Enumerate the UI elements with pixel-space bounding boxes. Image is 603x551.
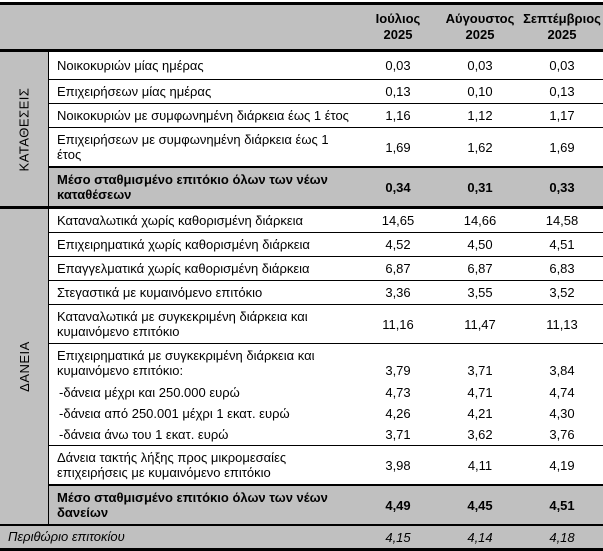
row-value: 6,87 [385, 261, 411, 276]
section-label-deposits [0, 52, 49, 206]
row-label: -δάνεια άνω του 1 εκατ. ευρώ [59, 427, 229, 442]
row-value: 1,17 [549, 108, 575, 123]
footer-value: 4,18 [549, 529, 575, 545]
row-value: 0,34 [385, 179, 411, 195]
column-month: Ιούλιος [375, 11, 421, 26]
row-value: 3,71 [467, 363, 493, 378]
row-label: Μέσο σταθμισμένο επιτόκιο όλων των νέων καταθέσεων [57, 172, 328, 202]
table-row [49, 52, 603, 80]
row-value: 0,03 [385, 58, 411, 73]
table-row [49, 257, 603, 281]
row-label: Επιχειρηματικά χωρίς καθορισμένη διάρκεια [57, 237, 310, 252]
table-row [49, 233, 603, 257]
table-row [49, 104, 603, 128]
column-header-august [439, 5, 521, 49]
column-year: 2025 [383, 27, 413, 42]
table-row [49, 128, 603, 166]
row-value: 4,26 [385, 406, 411, 421]
row-label: Επιχειρήσεων με συμφωνημένη διάρκεια έως 1 έτος [57, 132, 329, 162]
row-value: 4,30 [549, 406, 575, 421]
row-value: 0,13 [385, 84, 411, 99]
table-subrow [49, 424, 603, 446]
section-deposits [0, 52, 603, 209]
row-value: 4,52 [385, 237, 411, 252]
column-month: Σεπτέμβριος [523, 11, 601, 26]
row-value: 1,69 [549, 139, 575, 155]
table-subrow [49, 403, 603, 424]
column-header-september [521, 5, 603, 49]
row-value: 3,76 [549, 427, 575, 442]
row-value: 0,31 [467, 179, 493, 195]
section-loans [0, 209, 603, 526]
row-value: 4,71 [467, 385, 493, 400]
row-value: 4,51 [549, 497, 575, 513]
row-value: 4,74 [549, 385, 575, 400]
table-row [49, 305, 603, 344]
section-rows [49, 209, 603, 524]
row-value: 0,03 [467, 58, 493, 73]
footer-row-interest-margin [0, 526, 603, 551]
footer-label: Περιθώριο επιτοκίου [8, 529, 125, 544]
column-month: Αύγουστος [445, 11, 515, 26]
row-label: Καταναλωτικά χωρίς καθορισμένη διάρκεια [57, 213, 304, 228]
row-value: 3,36 [385, 285, 411, 300]
row-value: 1,16 [385, 108, 411, 123]
footer-value: 4,15 [385, 529, 411, 545]
row-label: Επιχειρήσεων μίας ημέρας [57, 84, 212, 99]
row-value: 4,73 [385, 385, 411, 400]
row-label: Νοικοκυριών μίας ημέρας [57, 58, 204, 73]
row-label: Καταναλωτικά με συγκεκριμένη διάρκεια και κυμαινόμενο επιτόκιο [57, 309, 308, 339]
row-label: -δάνεια μέχρι και 250.000 ευρώ [59, 385, 240, 400]
row-value: 3,79 [385, 363, 411, 378]
row-value: 3,62 [467, 427, 493, 442]
table-row [49, 281, 603, 305]
column-header-july [357, 5, 439, 49]
row-value: 14,58 [545, 213, 579, 228]
row-value: 4,21 [467, 406, 493, 421]
table-row [49, 446, 603, 484]
row-value: 11,13 [546, 316, 578, 332]
row-value: 3,55 [467, 285, 493, 300]
row-value: 11,47 [464, 316, 496, 332]
row-value: 0,10 [467, 84, 493, 99]
table-row [49, 80, 603, 104]
row-label: Επαγγελματικά χωρίς καθορισμένη διάρκεια [57, 261, 310, 276]
row-label: -δάνεια από 250.001 μέχρι 1 εκατ. ευρώ [59, 406, 290, 421]
row-value: 4,49 [385, 497, 411, 513]
row-value: 4,45 [467, 497, 493, 513]
section-label-loans [0, 209, 49, 524]
row-value: 0,03 [549, 58, 575, 73]
row-value: 1,12 [467, 108, 493, 123]
row-value: 4,11 [467, 457, 493, 473]
summary-row-loans [49, 484, 603, 524]
row-value: 11,16 [382, 316, 414, 332]
table-row-group-head [49, 344, 603, 382]
column-year: 2025 [465, 27, 495, 42]
row-value: 4,50 [467, 237, 493, 252]
row-label: Στεγαστικά με κυμαινόμενο επιτόκιο [57, 285, 263, 300]
section-rows [49, 52, 603, 206]
row-value: 3,84 [549, 363, 575, 378]
section-label-text: ΚΑΤΑΘΕΣΕΙΣ [16, 87, 32, 171]
row-value: 6,83 [549, 261, 575, 276]
table-row [49, 209, 603, 233]
table-header [0, 5, 603, 52]
interest-rates-table [0, 2, 603, 551]
section-label-text: ΔΑΝΕΙΑ [16, 341, 32, 392]
row-value: 4,19 [549, 457, 575, 473]
footer-value: 4,14 [467, 529, 493, 545]
header-spacer [0, 5, 357, 49]
row-value: 14,66 [463, 213, 497, 228]
row-value: 14,65 [381, 213, 415, 228]
row-label: Δάνεια τακτής λήξης προς μικρομεσαίες επιχειρήσεις με κυμαινόμενο επιτόκιο [57, 450, 287, 480]
row-value: 0,33 [549, 179, 575, 195]
summary-row-deposits [49, 166, 603, 206]
row-value: 0,13 [549, 84, 575, 99]
row-value: 3,98 [385, 457, 411, 473]
table-subrow [49, 382, 603, 403]
row-label: Επιχειρηματικά με συγκεκριμένη διάρκεια και κυμαινόμενο επιτόκιο: [57, 348, 315, 378]
row-value: 1,69 [385, 139, 411, 155]
row-value: 1,62 [467, 139, 493, 155]
row-label: Μέσο σταθμισμένο επιτόκιο όλων των νέων δανείων [57, 490, 328, 520]
column-year: 2025 [547, 27, 577, 42]
row-label: Νοικοκυριών με συμφωνημένη διάρκεια έως 1 έτος [57, 108, 349, 123]
row-value: 3,71 [385, 427, 411, 442]
row-value: 4,51 [549, 237, 575, 252]
row-value: 6,87 [467, 261, 493, 276]
row-value: 3,52 [549, 285, 575, 300]
